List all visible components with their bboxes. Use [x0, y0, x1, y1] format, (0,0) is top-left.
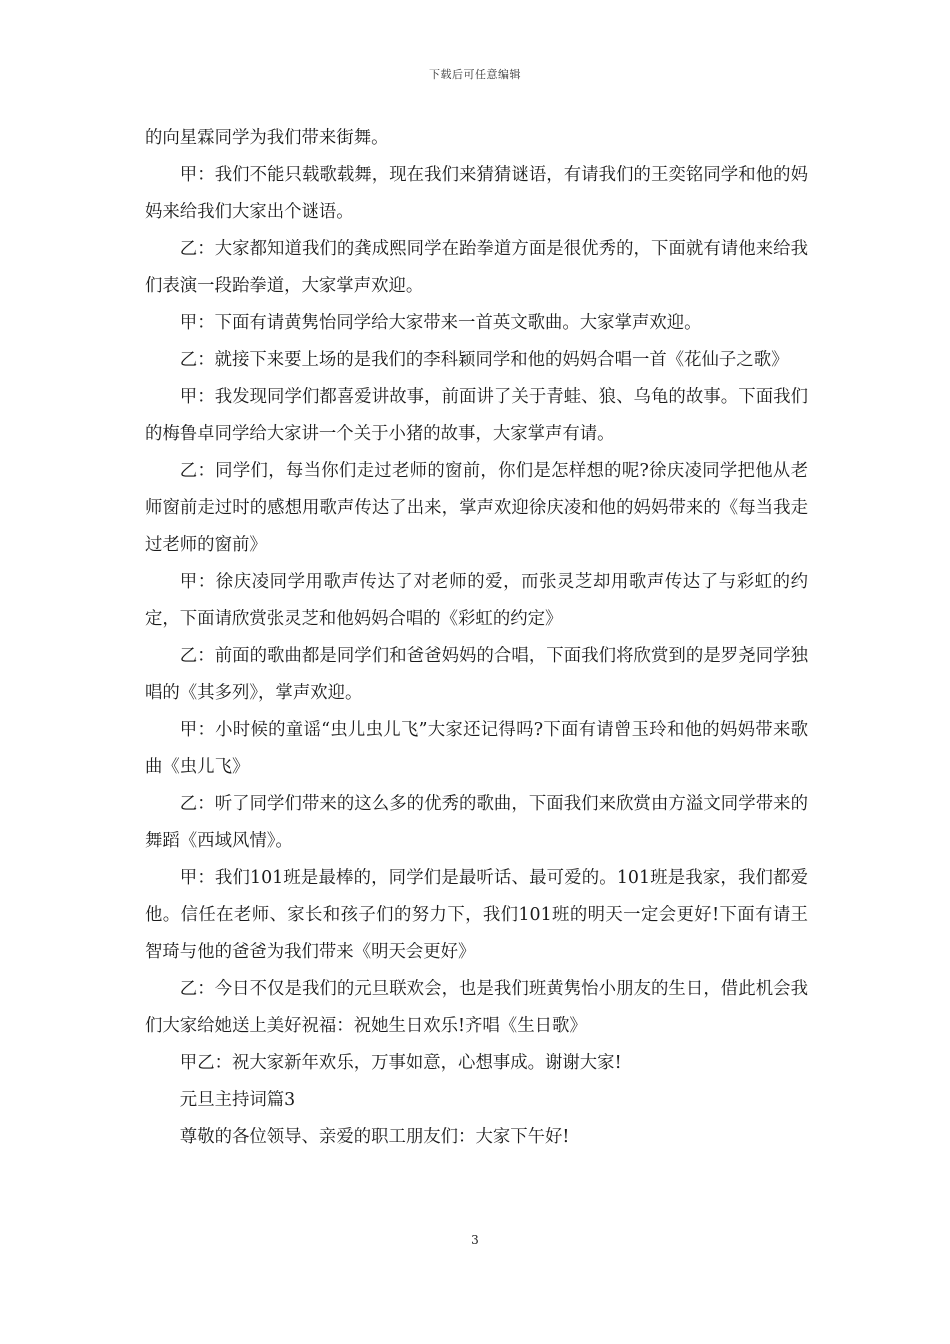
paragraph: 甲：下面有请黄隽怡同学给大家带来一首英文歌曲。大家掌声欢迎。	[179, 313, 702, 333]
paragraph: 甲：我们101班是最棒的，同学们是最听话、最可爱的。101班是我家，我们都爱他。信任在老师、家长和孩子们的努力下，我们101班的明天一定会更好!下面有请王智琦与他的爸爸为我们带来《明天会更好》	[145, 868, 808, 962]
paragraph: 的向星霖同学为我们带来街舞。	[145, 128, 389, 148]
paragraph: 乙：大家都知道我们的龚成熙同学在跆拳道方面是很优秀的，下面就有请他来给我们表演一段跆拳道，大家掌声欢迎。	[145, 239, 808, 296]
paragraph: 甲：徐庆凌同学用歌声传达了对老师的爱，而张灵芝却用歌声传达了与彩虹的约定，下面请欣赏张灵芝和他妈妈合唱的《彩虹的约定》	[145, 572, 808, 629]
paragraph: 甲：小时候的童谣“虫儿虫儿飞”大家还记得吗?下面有请曾玉玲和他的妈妈带来歌曲《虫儿飞》	[145, 720, 808, 777]
section-heading: 元旦主持词篇3	[179, 1090, 296, 1110]
paragraph: 甲乙：祝大家新年欢乐，万事如意，心想事成。谢谢大家!	[179, 1053, 622, 1073]
paragraph: 尊敬的各位领导、亲爱的职工朋友们：大家下午好!	[179, 1127, 570, 1147]
page-number: 3	[471, 1233, 479, 1247]
paragraph: 甲：我们不能只载歌载舞，现在我们来猜猜谜语，有请我们的王奕铭同学和他的妈妈来给我们大家出个谜语。	[145, 165, 808, 222]
page-header: 下载后可任意编辑	[429, 68, 521, 81]
paragraph: 甲：我发现同学们都喜爱讲故事，前面讲了关于青蛙、狼、乌龟的故事。下面我们的梅鲁卓同学给大家讲一个关于小猪的故事，大家掌声有请。	[145, 387, 808, 444]
paragraph: 乙：同学们，每当你们走过老师的窗前，你们是怎样想的呢?徐庆凌同学把他从老师窗前走过时的感想用歌声传达了出来，掌声欢迎徐庆凌和他的妈妈带来的《每当我走过老师的窗前》	[145, 461, 808, 555]
paragraph: 乙：前面的歌曲都是同学们和爸爸妈妈的合唱，下面我们将欣赏到的是罗尧同学独唱的《其多列》，掌声欢迎。	[145, 646, 808, 703]
paragraph: 乙：就接下来要上场的是我们的李科颖同学和他的妈妈合唱一首《花仙子之歌》	[179, 350, 789, 370]
paragraph: 乙：听了同学们带来的这么多的优秀的歌曲，下面我们来欣赏由方溢文同学带来的舞蹈《西域风情》。	[145, 794, 808, 851]
document-body	[145, 120, 808, 1156]
paragraph: 乙：今日不仅是我们的元旦联欢会，也是我们班黄隽怡小朋友的生日，借此机会我们大家给她送上美好祝福：祝她生日欢乐!齐唱《生日歌》	[145, 979, 808, 1036]
